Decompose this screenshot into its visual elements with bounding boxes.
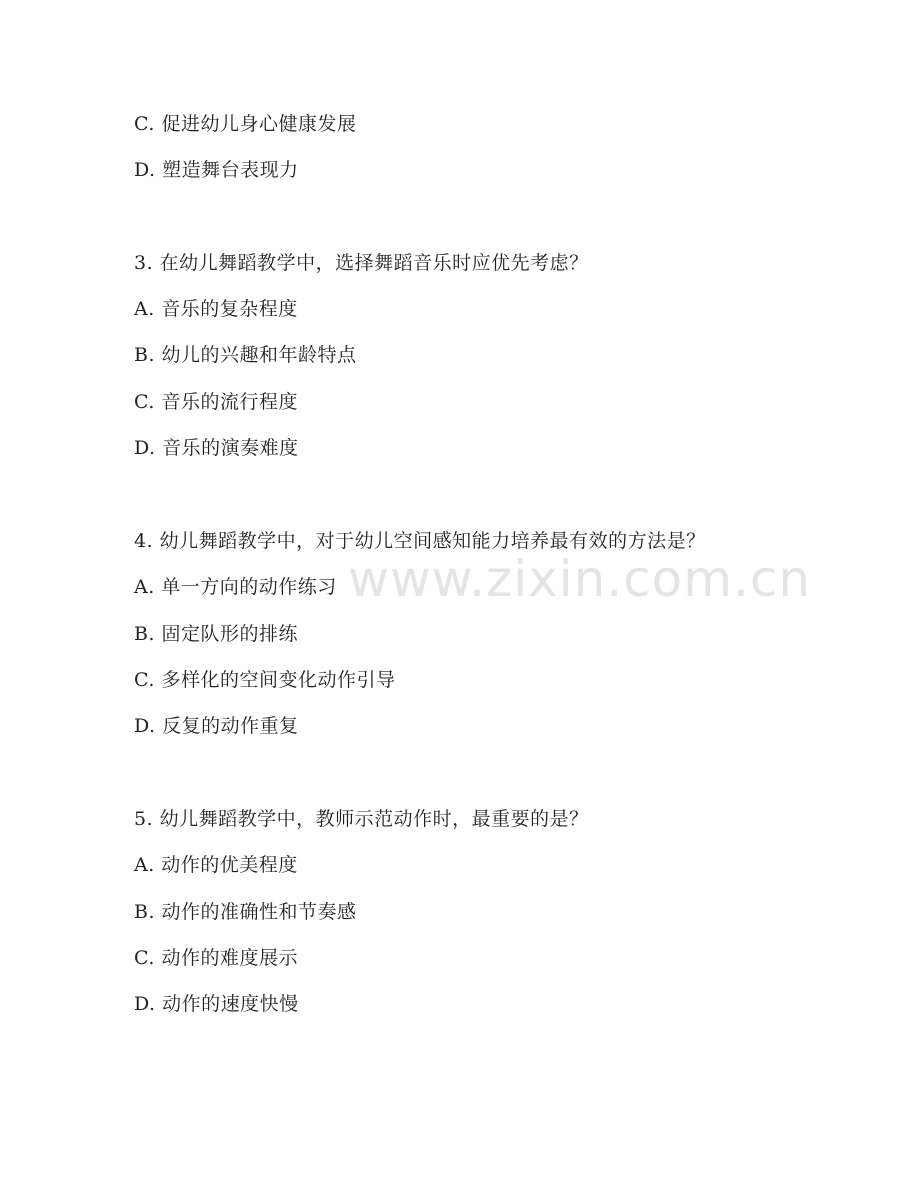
q4-option-a: A. 单一方向的动作练习 (134, 576, 337, 598)
q5-option-d: D. 动作的速度快慢 (134, 993, 299, 1015)
q3-option-a: A. 音乐的复杂程度 (134, 298, 298, 320)
q2-option-d: D. 塑造舞台表现力 (134, 159, 299, 181)
q3-option-b: B. 幼儿的兴趣和年龄特点 (134, 344, 357, 366)
q4-question: 4. 幼儿舞蹈教学中，对于幼儿空间感知能力培养最有效的方法是？ (134, 530, 706, 552)
q2-option-c: C. 促进幼儿身心健康发展 (134, 113, 357, 135)
q5-question: 5. 幼儿舞蹈教学中，教师示范动作时，最重要的是？ (134, 808, 589, 830)
q3-question: 3. 在幼儿舞蹈教学中，选择舞蹈音乐时应优先考虑？ (134, 252, 589, 274)
q5-option-c: C. 动作的难度展示 (134, 947, 298, 969)
q5-option-b: B. 动作的准确性和节奏感 (134, 901, 357, 923)
q3-option-d: D. 音乐的演奏难度 (134, 437, 299, 459)
q4-option-c: C. 多样化的空间变化动作引导 (134, 669, 396, 691)
q3-option-c: C. 音乐的流行程度 (134, 391, 298, 413)
watermark: www.zixin.com.cn (348, 550, 812, 608)
q4-option-b: B. 固定队形的排练 (134, 623, 299, 645)
q4-option-d: D. 反复的动作重复 (134, 715, 299, 737)
q5-option-a: A. 动作的优美程度 (134, 854, 298, 876)
